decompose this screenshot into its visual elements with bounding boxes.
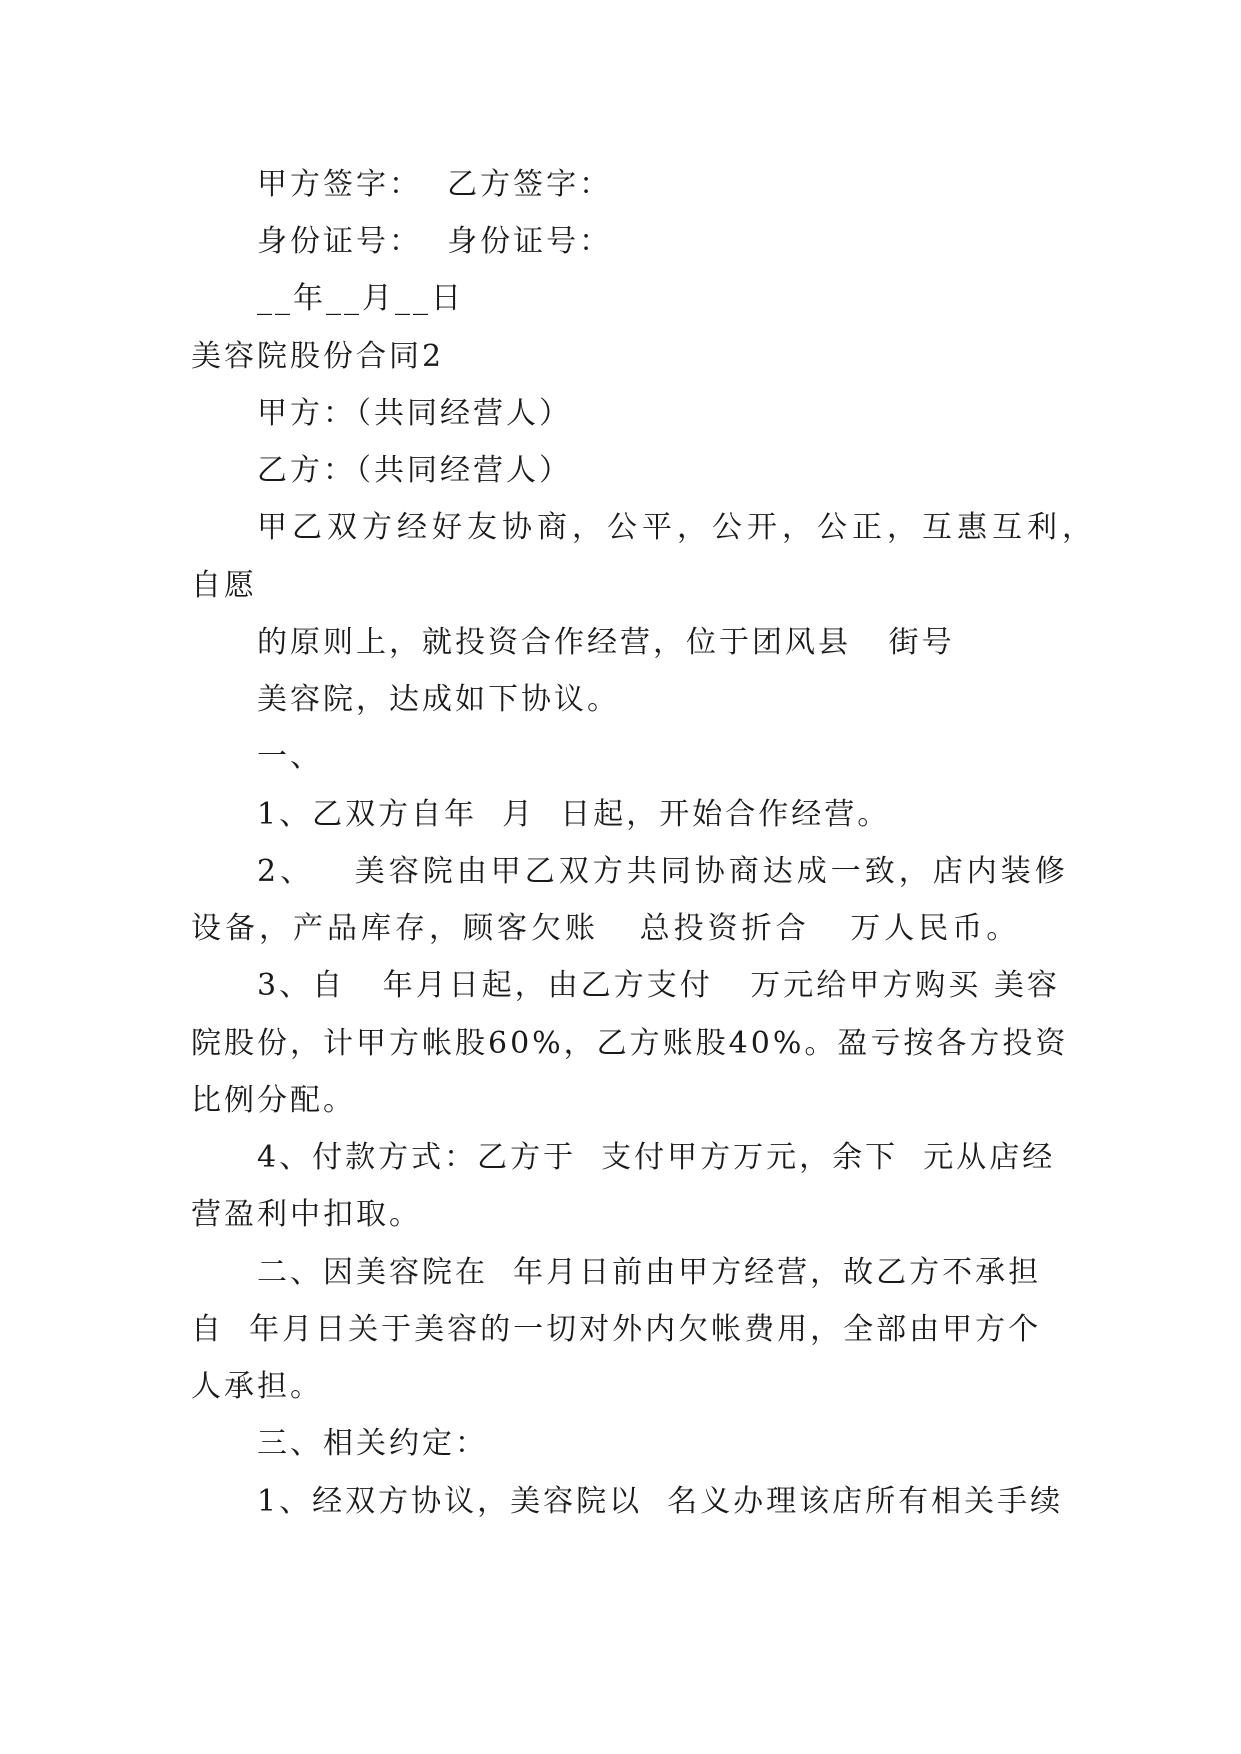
- section-2-line-1: 二、因美容院在 年月日前由甲方经营，故乙方不承担: [257, 1255, 1042, 1290]
- clause-1-1: 1、乙双方自年 月 日起，开始合作经营。: [257, 797, 891, 832]
- preamble-line-3: 的原则上，就投资合作经营，位于团风县 街号: [257, 625, 955, 660]
- clause-1-3-line-3: 比例分配。: [191, 1083, 356, 1118]
- section-3-heading: 三、相关约定：: [257, 1426, 488, 1461]
- party-b-line: 乙方：（共同经营人）: [257, 453, 572, 488]
- clause-1-2-line-2: 设备，产品库存，顾客欠账 总投资折合 万人民币。: [191, 911, 1021, 946]
- clause-3-1: 1、经双方协议，美容院以 名义办理该店所有相关手续: [257, 1484, 1064, 1519]
- clause-1-3-line-2: 院股份，计甲方帐股60%，乙方账股40%。盈亏按各方投资: [191, 1026, 1069, 1061]
- clause-1-2-line-1: 2、 美容院由甲乙双方共同协商达成一致，店内装修: [257, 854, 1069, 889]
- preamble-line-4: 美容院，达成如下协议。: [257, 682, 620, 717]
- clause-1-4-line-2: 营盈利中扣取。: [191, 1197, 422, 1232]
- id-number-line: 身份证号： 身份证号：: [257, 224, 613, 259]
- clause-1-3-line-1: 3、自 年月日起，由乙方支付 万元给甲方购买 美容: [257, 968, 1060, 1003]
- clause-1-4-line-1: 4、付款方式：乙方于 支付甲方万元，余下 元从店经: [257, 1140, 1056, 1175]
- date-line: __年__月__日: [257, 281, 464, 316]
- contract-title: 美容院股份合同2: [191, 339, 445, 374]
- preamble-line-2: 自愿: [191, 568, 257, 603]
- section-2-line-3: 人承担。: [191, 1369, 323, 1404]
- signature-line: 甲方签字： 乙方签字：: [257, 167, 613, 202]
- preamble-line-1: 甲乙双方经好友协商，公平，公开，公正，互惠互利，: [257, 510, 1097, 545]
- party-a-line: 甲方：（共同经营人）: [257, 396, 572, 431]
- section-2-line-2: 自 年月日关于美容的一切对外内欠帐费用，全部由甲方个: [191, 1312, 1042, 1347]
- section-1-heading: 一、: [257, 739, 323, 774]
